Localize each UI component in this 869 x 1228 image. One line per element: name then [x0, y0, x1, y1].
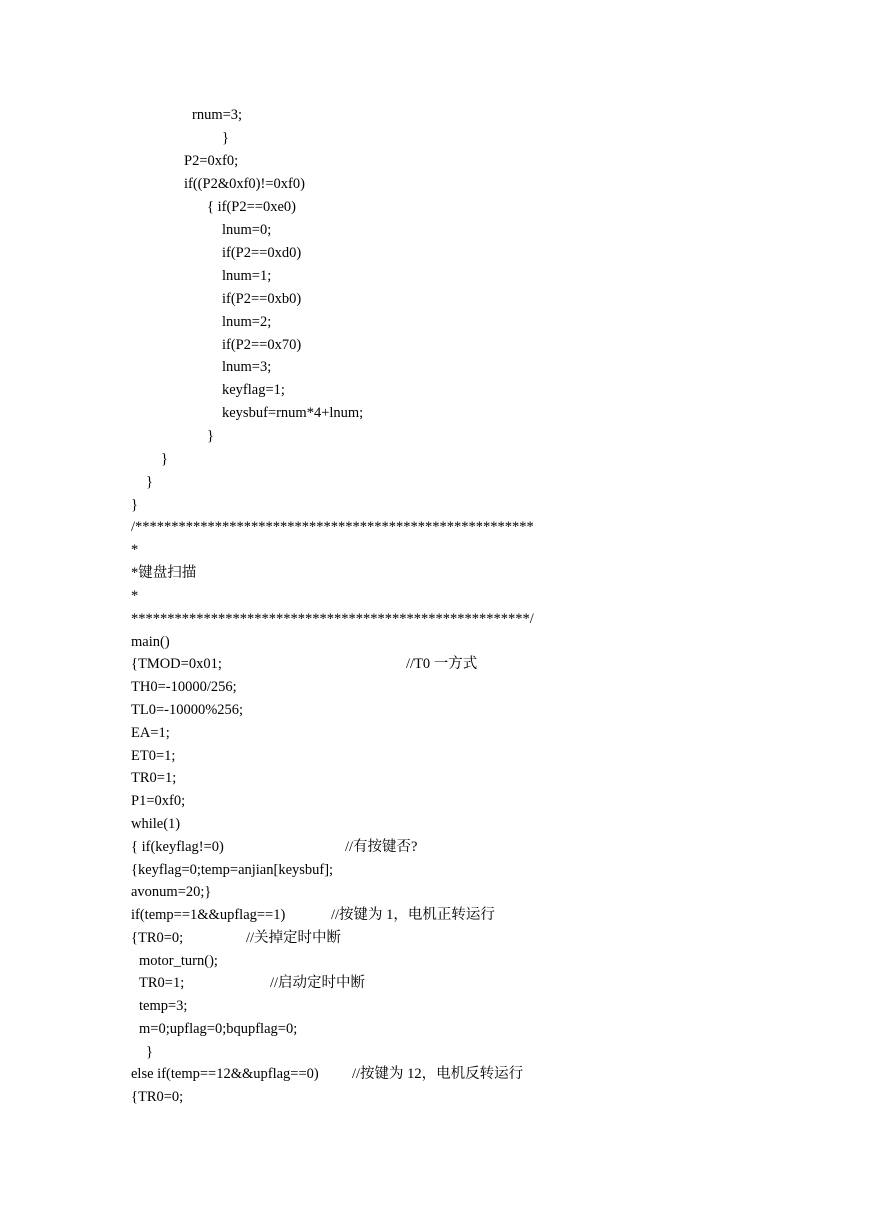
code-line: TH0=-10000/256; [131, 679, 237, 695]
code-line: lnum=2; [222, 314, 272, 330]
code-line: TR0=1; [131, 770, 177, 786]
code-line: keysbuf=rnum*4+lnum; [222, 405, 364, 421]
code-line: } [146, 474, 153, 490]
code-line: ET0=1; [131, 748, 176, 764]
code-line: P1=0xf0; [131, 793, 186, 809]
code-comment: //启动定时中断 [270, 975, 366, 991]
code-line: { if(keyflag!=0) [131, 839, 224, 855]
code-line: temp=3; [139, 998, 188, 1014]
code-comment: //T0 一方式 [406, 656, 478, 672]
code-line: } [222, 130, 229, 146]
code-line: } [207, 428, 214, 444]
code-line: lnum=0; [222, 222, 272, 238]
code-line: while(1) [131, 816, 181, 832]
code-line: {TR0=0; [131, 1089, 184, 1105]
code-line: *******************************************************/ [131, 611, 534, 627]
code-line: { if(P2==0xe0) [207, 199, 296, 215]
code-line: } [131, 497, 138, 513]
code-line: P2=0xf0; [184, 153, 239, 169]
code-line: TL0=-10000%256; [131, 702, 244, 718]
code-line: * [131, 588, 139, 604]
code-line: } [161, 451, 168, 467]
code-line: TR0=1; [139, 975, 185, 991]
code-line: if(P2==0xb0) [222, 291, 302, 307]
code-line: {TMOD=0x01; [131, 656, 222, 672]
code-line: if(P2==0xd0) [222, 245, 302, 261]
code-line: } [146, 1044, 153, 1060]
code-line: /******************************************************* [131, 519, 534, 535]
code-line: {TR0=0; [131, 930, 184, 946]
code-line: if(temp==1&&upflag==1) [131, 907, 286, 923]
code-line: *键盘扫描 [131, 565, 197, 581]
code-line: rnum=3; [192, 107, 243, 123]
code-line: motor_turn(); [139, 953, 218, 969]
code-line: keyflag=1; [222, 382, 285, 398]
code-line: main() [131, 634, 170, 650]
code-line: * [131, 542, 139, 558]
code-line: lnum=1; [222, 268, 272, 284]
code-line: {keyflag=0;temp=anjian[keysbuf]; [131, 862, 334, 878]
code-comment: //按键为 1，电机正转运行 [331, 907, 495, 923]
code-line: m=0;upflag=0;bqupflag=0; [139, 1021, 298, 1037]
code-line: lnum=3; [222, 359, 272, 375]
code-line: else if(temp==12&&upflag==0) [131, 1066, 319, 1082]
code-comment: //有按键否? [345, 839, 418, 855]
code-comment: //按键为 12，电机反转运行 [352, 1066, 524, 1082]
code-comment: //关掉定时中断 [246, 930, 342, 946]
code-line: EA=1; [131, 725, 170, 741]
code-line: if(P2==0x70) [222, 337, 302, 353]
code-line: if((P2&0xf0)!=0xf0) [184, 176, 305, 192]
code-line: avonum=20;} [131, 884, 212, 900]
